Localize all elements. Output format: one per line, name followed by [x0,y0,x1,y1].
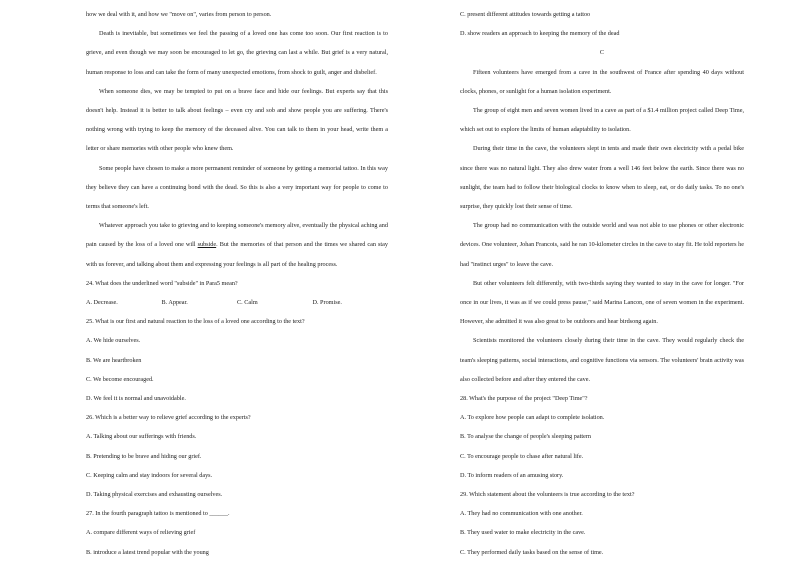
option-28c: C. To encourage people to chase after natural life. [460,452,584,460]
paragraph-no-communication: The group had no communication with the outside world and was not able to use phones or other electronic devices. One volunteer, Johan Francois, said he ran 10-kilometer circles in the cave to stay fit. He told reporters he had "instinct urges" to leave the cave. [460,222,744,268]
paragraph-death: Death is inevitable, but sometimes we feel the passing of a loved one has come too soon. Our first reaction is to grieve, and even though we may soon be encouraged to let go, the grieving can last a while. But grief is a very natural, human response to loss and can take the form of many unexpected emotions, from shock to guilt, anger and disbelief. [86,30,388,76]
option-29a: A. They had no communication with one another. [460,510,583,518]
paragraph-whatever [86,216,388,274]
paragraph-deep-time-project: The group of eight men and seven women lived in a cave as part of a $1.4 million project called Deep Time, which set out to explore the limits of human adaptability to isolation. [460,107,744,134]
section-label: C [599,49,605,57]
paragraph-continued: how we deal with it, and how we "move on", varies from person to person. [86,11,272,18]
paragraph-whatever-before: Whatever approach you take to grieving and to keeping someone's memory alive, eventually the physical aching and pain caused by the loss of a loved one will [86,222,388,249]
option-25d: D. We feel it is normal and unavoidable. [86,395,186,403]
option-29b: B. They used water to make electricity in the cave. [460,529,586,537]
question-28: 28. What's the purpose of the project "Deep Time"? [460,395,588,403]
option-28d: D. To inform readers of an amusing story. [460,471,564,479]
option-26b: B. Pretending to be brave and hiding our grief. [86,452,202,460]
option-26a: A. Talking about our sufferings with friends. [86,433,197,441]
paragraph-other-volunteers: But other volunteers felt differently, with two-thirds saying they wanted to stay in the cave for longer. "For once in our lives, it was as if we could press pause," said Marina Lancon, one of seven women in the experiment. However, she admitted it was also great to be outdoors and hear birdsong again. [460,279,744,326]
paragraph-tattoo: Some people have chosen to make a more permanent reminder of someone by getting a memorial tattoo. In this way they believe they can have a continuing bond with the dead. So this is also a very important way for people to come to terms that someone's left. [86,164,388,211]
question-27: 27. In the fourth paragraph tattoo is mentioned to ______. [86,510,230,518]
option-27c: C. present different attitudes towards getting a tattoo [460,11,591,18]
option-24c: C. Calm [237,299,258,307]
underlined-word: subside [197,241,217,249]
option-27b: B. introduce a latest trend popular with the young [86,548,209,556]
option-24a: A. Decrease. [86,299,118,307]
question-25: 25. What is our first and natural reaction to the loss of a loved one according to the text? [86,318,305,326]
option-27a: A. compare different ways of relieving grief [86,529,196,537]
option-24b: B. Appear. [161,299,188,307]
paragraph-brave-face: When someone dies, we may be tempted to put on a brave face and hide our feelings. But experts say that this doesn't help. Instead it is better to talk about feelings – even cry and sob and show people you are suffering. There's nothing wrong with trying to keep the memory of the deceased alive. You can talk to them in your head, write them a letter or share memories with other people who knew them. [86,87,388,153]
left-column [86,5,388,562]
question-26: 26. Which is a better way to relieve grief according to the experts? [86,414,251,422]
paragraph-scientists: Scientists monitored the volunteers closely during their time in the cave. They would regularly check the team's sleeping patterns, social interactions, and cognitive functions via sensors. The volunteers' brain activity was also collected before and after they entered the cave. [460,337,744,383]
option-24d: D. Promise. [312,299,342,307]
option-26c: C. Keeping calm and stay indoors for several days. [86,471,213,479]
paragraph-time-in-cave: During their time in the cave, the volunteers slept in tents and made their own electricity with a pedal bike since there was no natural light. They also drew water from a well 146 feet below the earth. Since there was no sunlight, the team had to follow their biological clocks to know when to sleep, eat, or do daily tasks. To no one's surprise, they quickly lost their sense of time. [460,145,744,211]
question-24-options [86,293,388,312]
option-26d: D. Taking physical exercises and exhausting ourselves. [86,491,223,499]
question-24: 24. What does the underlined word "subside" in Para5 mean? [86,279,238,287]
option-28a: A. To explore how people can adapt to complete isolation. [460,414,605,422]
paragraph-fifteen-volunteers: Fifteen volunteers have emerged from a cave in the southwest of France after spending 40 days without clocks, phones, or sunlight for a human isolation experiment. [460,68,744,95]
option-25b: B. We are heartbroken [86,356,142,364]
right-column [460,5,744,562]
question-29: 29. Which statement about the volunteers is true according to the text? [460,491,635,499]
paragraph-whatever-after: . But the memories of that person and the times we shared can stay with us forever, and talking about them and expressing your feelings is all part of the healing process. [86,241,388,268]
option-28b: B. To analyse the change of people's sleeping pattern [460,433,591,441]
option-25c: C. We become encouraged. [86,375,154,383]
option-29c: C. They performed daily tasks based on the sense of time. [460,548,604,556]
option-27d: D. show readers an approach to keeping the memory of the dead [460,30,620,38]
option-25a: A. We hide ourselves. [86,337,141,345]
